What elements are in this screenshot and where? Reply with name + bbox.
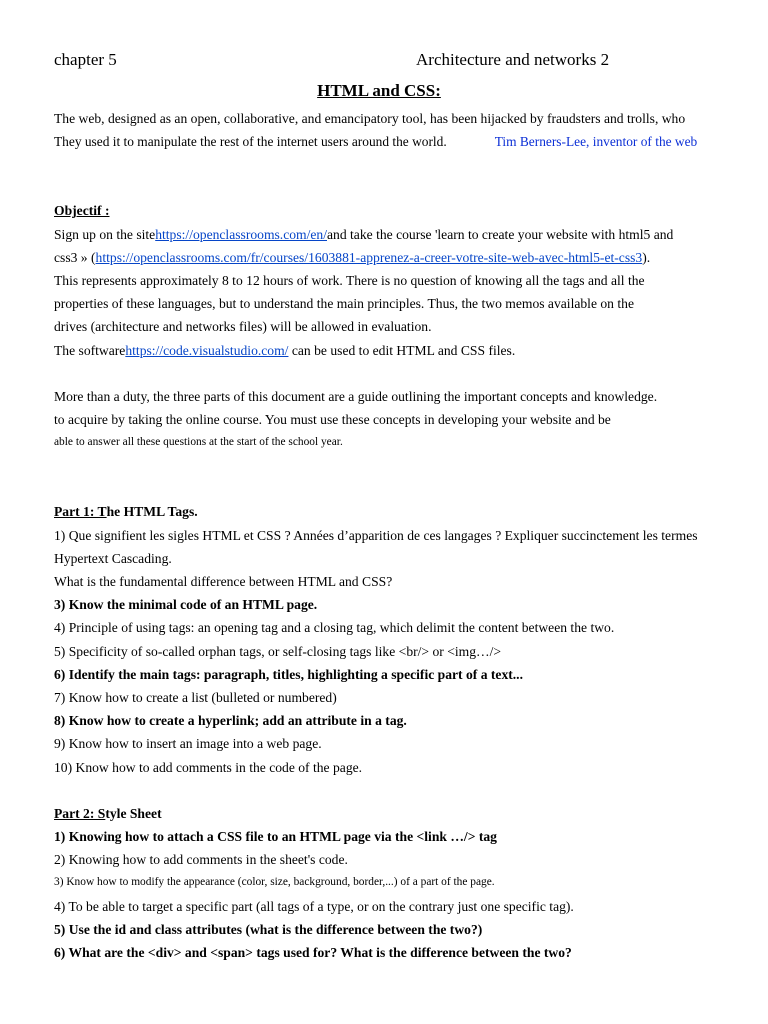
part1-item: 10) Know how to add comments in the code of the page.	[54, 759, 363, 775]
objective-text: The software	[54, 342, 126, 358]
part2-item: 3) Know how to modify the appearance (color, size, background, border,...) of a part of the page.	[54, 876, 495, 889]
document-page	[54, 50, 704, 964]
part1-item: 6) Identify the main tags: paragraph, titles, highlighting a specific part of a text...	[54, 666, 523, 682]
part1-item: 3) Know the minimal code of an HTML page.	[54, 597, 318, 613]
vscode-link[interactable]: https://code.visualstudio.com/	[125, 342, 289, 358]
objective-heading: Objectif :	[54, 203, 110, 219]
part1-label: Part 1: T	[54, 504, 107, 520]
intro-line-1: The web, designed as an open, collaborative, and emancipatory tool, has been hijacked by fraudsters and trolls, who	[54, 111, 686, 126]
part1-item: What is the fundamental difference between HTML and CSS?	[54, 574, 393, 590]
duty-line-2: to acquire by taking the online course. You must use these concepts in developing your website and be	[54, 412, 611, 428]
objective-text: ).	[642, 249, 651, 265]
page-title: HTML and CSS:	[317, 81, 441, 100]
intro-line-2	[54, 130, 704, 153]
objective-text: Sign up on the site	[54, 226, 156, 242]
duty-line-3: able to answer all these questions at the start of the school year.	[54, 436, 343, 449]
objective-text: can be used to edit HTML and CSS files.	[288, 342, 516, 358]
part2-item: 1) Knowing how to attach a CSS file to an HTML page via the <link …/> tag	[54, 829, 497, 845]
openclassrooms-link[interactable]: https://openclassrooms.com/en/	[155, 226, 327, 242]
quote-attribution: Tim Berners-Lee, inventor of the web	[494, 134, 698, 150]
objective-line-5: drives (architecture and networks files) will be allowed in evaluation.	[54, 319, 432, 335]
objective-line-2	[54, 246, 704, 269]
part1-item: 7) Know how to create a list (bulleted or numbered)	[54, 690, 337, 706]
part2-heading	[54, 802, 704, 825]
objective-text: and take the course 'learn to create your website with html5 and	[327, 226, 674, 242]
part1-item: 9) Know how to insert an image into a web page.	[54, 736, 322, 752]
part2-label: Part 2: S	[54, 805, 106, 821]
chapter-label: chapter 5	[54, 50, 117, 69]
part1-item: Hypertext Cascading.	[54, 550, 172, 566]
objective-line-1	[54, 223, 704, 246]
course-label: Architecture and networks 2	[416, 50, 610, 69]
part2-item: 2) Knowing how to add comments in the sheet's code.	[54, 852, 348, 868]
part1-item: 4) Principle of using tags: an opening tag and a closing tag, which delimit the content between the two.	[54, 620, 615, 636]
part1-item: 1) Que signifient les sigles HTML et CSS ? Années d’apparition de ces langages ? Expliquer succinctement les termes	[54, 527, 698, 543]
part2-item: 6) What are the <div> and <span> tags used for? What is the difference between the two?	[54, 945, 572, 961]
objective-line-3: This represents approximately 8 to 12 hours of work. There is no question of knowing all the tags and all the	[54, 273, 645, 289]
objective-line-6	[54, 339, 704, 362]
part2-item: 5) Use the id and class attributes (what is the difference between the two?)	[54, 921, 483, 937]
intro-quote-text: They used it to manipulate the rest of the internet users around the world.	[54, 134, 447, 150]
duty-line-1: More than a duty, the three parts of this document are a guide outlining the important concepts and knowledge.	[54, 388, 658, 404]
objective-line-4: properties of these languages, but to understand the main principles. Thus, the two memos available on the	[54, 296, 634, 312]
document-header	[54, 50, 704, 74]
part1-heading	[54, 500, 704, 523]
part2-item: 4) To be able to target a specific part (all tags of a type, or on the contrary just one specific tag).	[54, 898, 574, 914]
course-link[interactable]: https://openclassrooms.com/fr/courses/1603881-apprenez-a-creer-votre-site-web-avec-html5-et-css3	[95, 249, 643, 265]
part2-title: tyle Sheet	[105, 805, 162, 821]
objective-text: css3 » (	[54, 249, 96, 265]
part1-item: 8) Know how to create a hyperlink; add an attribute in a tag.	[54, 713, 407, 729]
part1-item: 5) Specificity of so-called orphan tags, or self-closing tags like <br/> or <img…/>	[54, 643, 502, 659]
part1-title: he HTML Tags.	[106, 504, 198, 520]
